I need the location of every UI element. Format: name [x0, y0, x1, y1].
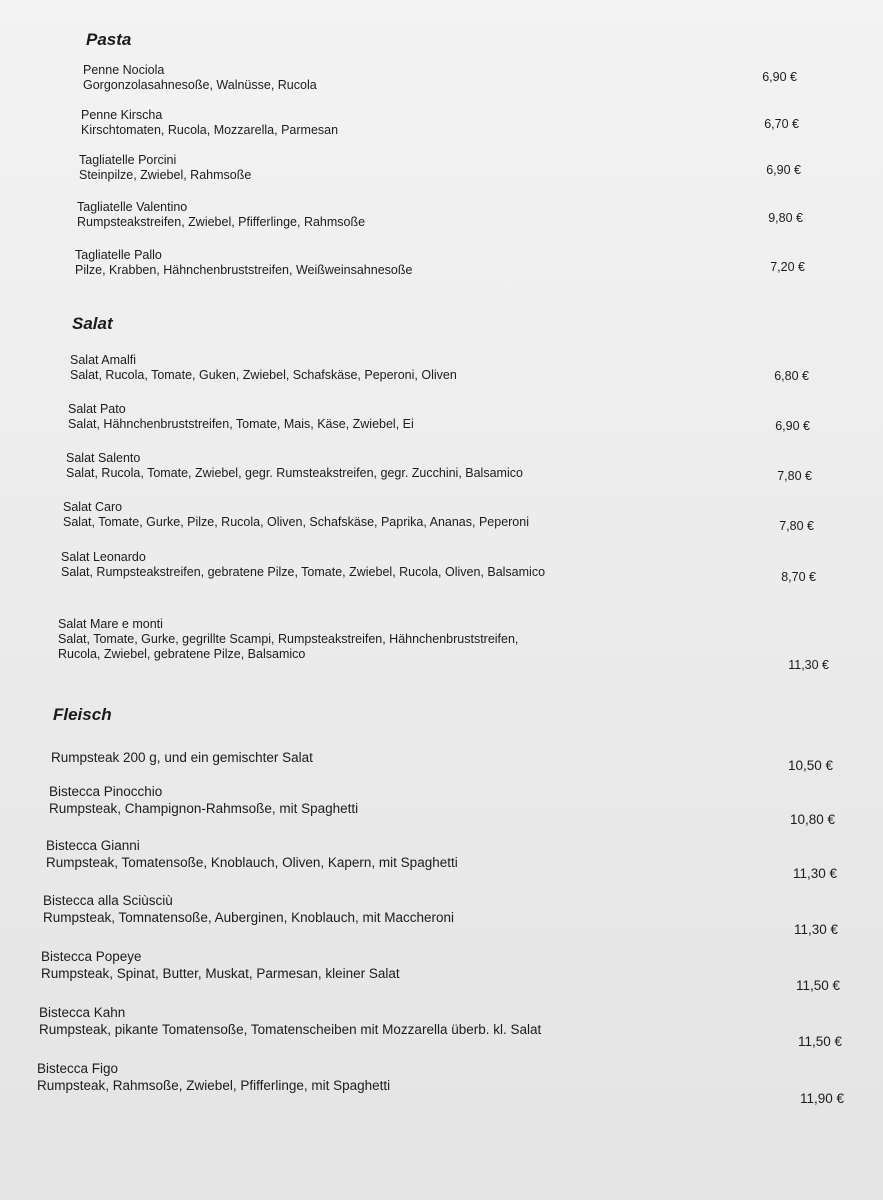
menu-item — [49, 783, 358, 817]
menu-item — [37, 1060, 390, 1094]
item-name: Tagliatelle Pallo — [75, 248, 162, 262]
menu-item — [41, 948, 400, 982]
menu-item — [83, 63, 317, 93]
item-price: 10,80 € — [789, 812, 835, 827]
item-desc: Steinpilze, Zwiebel, Rahmsoße — [79, 168, 252, 182]
item-price: 7,80 € — [779, 519, 814, 533]
item-desc: Salat, Tomate, Gurke, gegrillte Scampi, Rumpsteakstreifen, Hähnchenbruststreifen, — [58, 632, 519, 646]
item-price: 11,50 € — [797, 1034, 842, 1049]
item-name: Penne Nociola — [83, 63, 165, 77]
item-name: Bistecca Pinocchio — [49, 784, 163, 799]
item-price: 11,30 € — [792, 866, 837, 881]
item-desc: Rumpsteak, Champignon-Rahmsoße, mit Spaghetti — [49, 801, 359, 816]
menu-item — [68, 402, 414, 432]
item-price: 10,50 € — [787, 758, 833, 773]
item-name: Rumpsteak 200 g, und ein gemischter Salat — [51, 750, 313, 765]
item-name: Penne Kirscha — [81, 108, 163, 122]
item-price: 11,30 € — [793, 922, 838, 937]
item-price: 8,70 € — [781, 570, 816, 584]
item-name: Salat Mare e monti — [58, 617, 163, 631]
item-name: Salat Amalfi — [70, 353, 137, 367]
item-price: 6,70 € — [764, 117, 799, 131]
item-price: 11,90 € — [799, 1091, 844, 1106]
item-price: 11,50 € — [795, 978, 840, 993]
item-price: 11,30 € — [788, 658, 829, 672]
item-name: Bistecca Kahn — [39, 1005, 126, 1020]
item-desc: Salat, Rucola, Tomate, Guken, Zwiebel, Schafskäse, Peperoni, Oliven — [70, 368, 457, 382]
item-price: 9,80 € — [768, 211, 803, 225]
menu-item — [51, 749, 313, 766]
item-name: Bistecca Figo — [37, 1061, 119, 1076]
item-name: Salat Caro — [63, 500, 123, 514]
item-desc: Rumpsteak, pikante Tomatensoße, Tomatenscheiben mit Mozzarella überb. kl. Salat — [39, 1022, 542, 1037]
item-desc: Gorgonzolasahnesoße, Walnüsse, Rucola — [83, 78, 317, 92]
menu-item — [63, 500, 529, 530]
menu-item — [61, 550, 545, 580]
menu-item — [43, 892, 454, 926]
item-price: 6,90 € — [766, 163, 801, 177]
item-price: 6,80 € — [774, 369, 809, 383]
item-price: 7,20 € — [770, 260, 805, 274]
menu-item — [77, 200, 365, 230]
item-name: Salat Leonardo — [61, 550, 146, 564]
menu-item — [66, 451, 523, 481]
item-name: Tagliatelle Porcini — [79, 153, 177, 167]
item-desc: Rumpsteak, Rahmsoße, Zwiebel, Pfifferlinge, mit Spaghetti — [37, 1078, 391, 1093]
menu-item — [81, 108, 338, 138]
item-desc: Rumpsteakstreifen, Zwiebel, Pfifferlinge, Rahmsoße — [77, 215, 366, 229]
item-name: Bistecca Popeye — [41, 949, 142, 964]
item-desc: Rucola, Zwiebel, gebratene Pilze, Balsamico — [58, 647, 306, 661]
section-title-salat: Salat — [72, 314, 113, 333]
section-title-fleisch: Fleisch — [53, 705, 112, 724]
item-desc: Salat, Rucola, Tomate, Zwiebel, gegr. Rumsteakstreifen, gegr. Zucchini, Balsamico — [66, 466, 523, 480]
item-name: Bistecca alla Sciùsciù — [43, 893, 173, 908]
section-title-pasta: Pasta — [86, 30, 132, 49]
item-name: Tagliatelle Valentino — [77, 200, 188, 214]
item-desc: Salat, Tomate, Gurke, Pilze, Rucola, Oliven, Schafskäse, Paprika, Ananas, Peperoni — [63, 515, 529, 529]
item-desc: Salat, Hähnchenbruststreifen, Tomate, Mais, Käse, Zwiebel, Ei — [68, 417, 414, 431]
menu-item — [46, 837, 458, 871]
item-desc: Rumpsteak, Tomatensoße, Knoblauch, Oliven, Kapern, mit Spaghetti — [46, 855, 458, 870]
item-name: Salat Salento — [66, 451, 141, 465]
menu-item — [58, 617, 518, 662]
menu-item — [39, 1004, 541, 1038]
item-price: 6,90 € — [762, 70, 797, 84]
item-name: Bistecca Gianni — [46, 838, 140, 853]
item-desc: Salat, Rumpsteakstreifen, gebratene Pilze, Tomate, Zwiebel, Rucola, Oliven, Balsamico — [61, 565, 546, 579]
item-name: Salat Pato — [68, 402, 126, 416]
item-desc: Kirschtomaten, Rucola, Mozzarella, Parmesan — [81, 123, 339, 137]
item-price: 6,90 € — [775, 419, 810, 433]
menu-item — [79, 153, 251, 183]
item-desc: Rumpsteak, Tomnatensoße, Auberginen, Knoblauch, mit Maccheroni — [43, 910, 454, 925]
menu-item — [70, 353, 457, 383]
item-desc: Pilze, Krabben, Hähnchenbruststreifen, Weißweinsahnesoße — [75, 263, 413, 277]
item-desc: Rumpsteak, Spinat, Butter, Muskat, Parmesan, kleiner Salat — [41, 966, 400, 981]
item-price: 7,80 € — [777, 469, 812, 483]
menu-item — [75, 248, 412, 278]
